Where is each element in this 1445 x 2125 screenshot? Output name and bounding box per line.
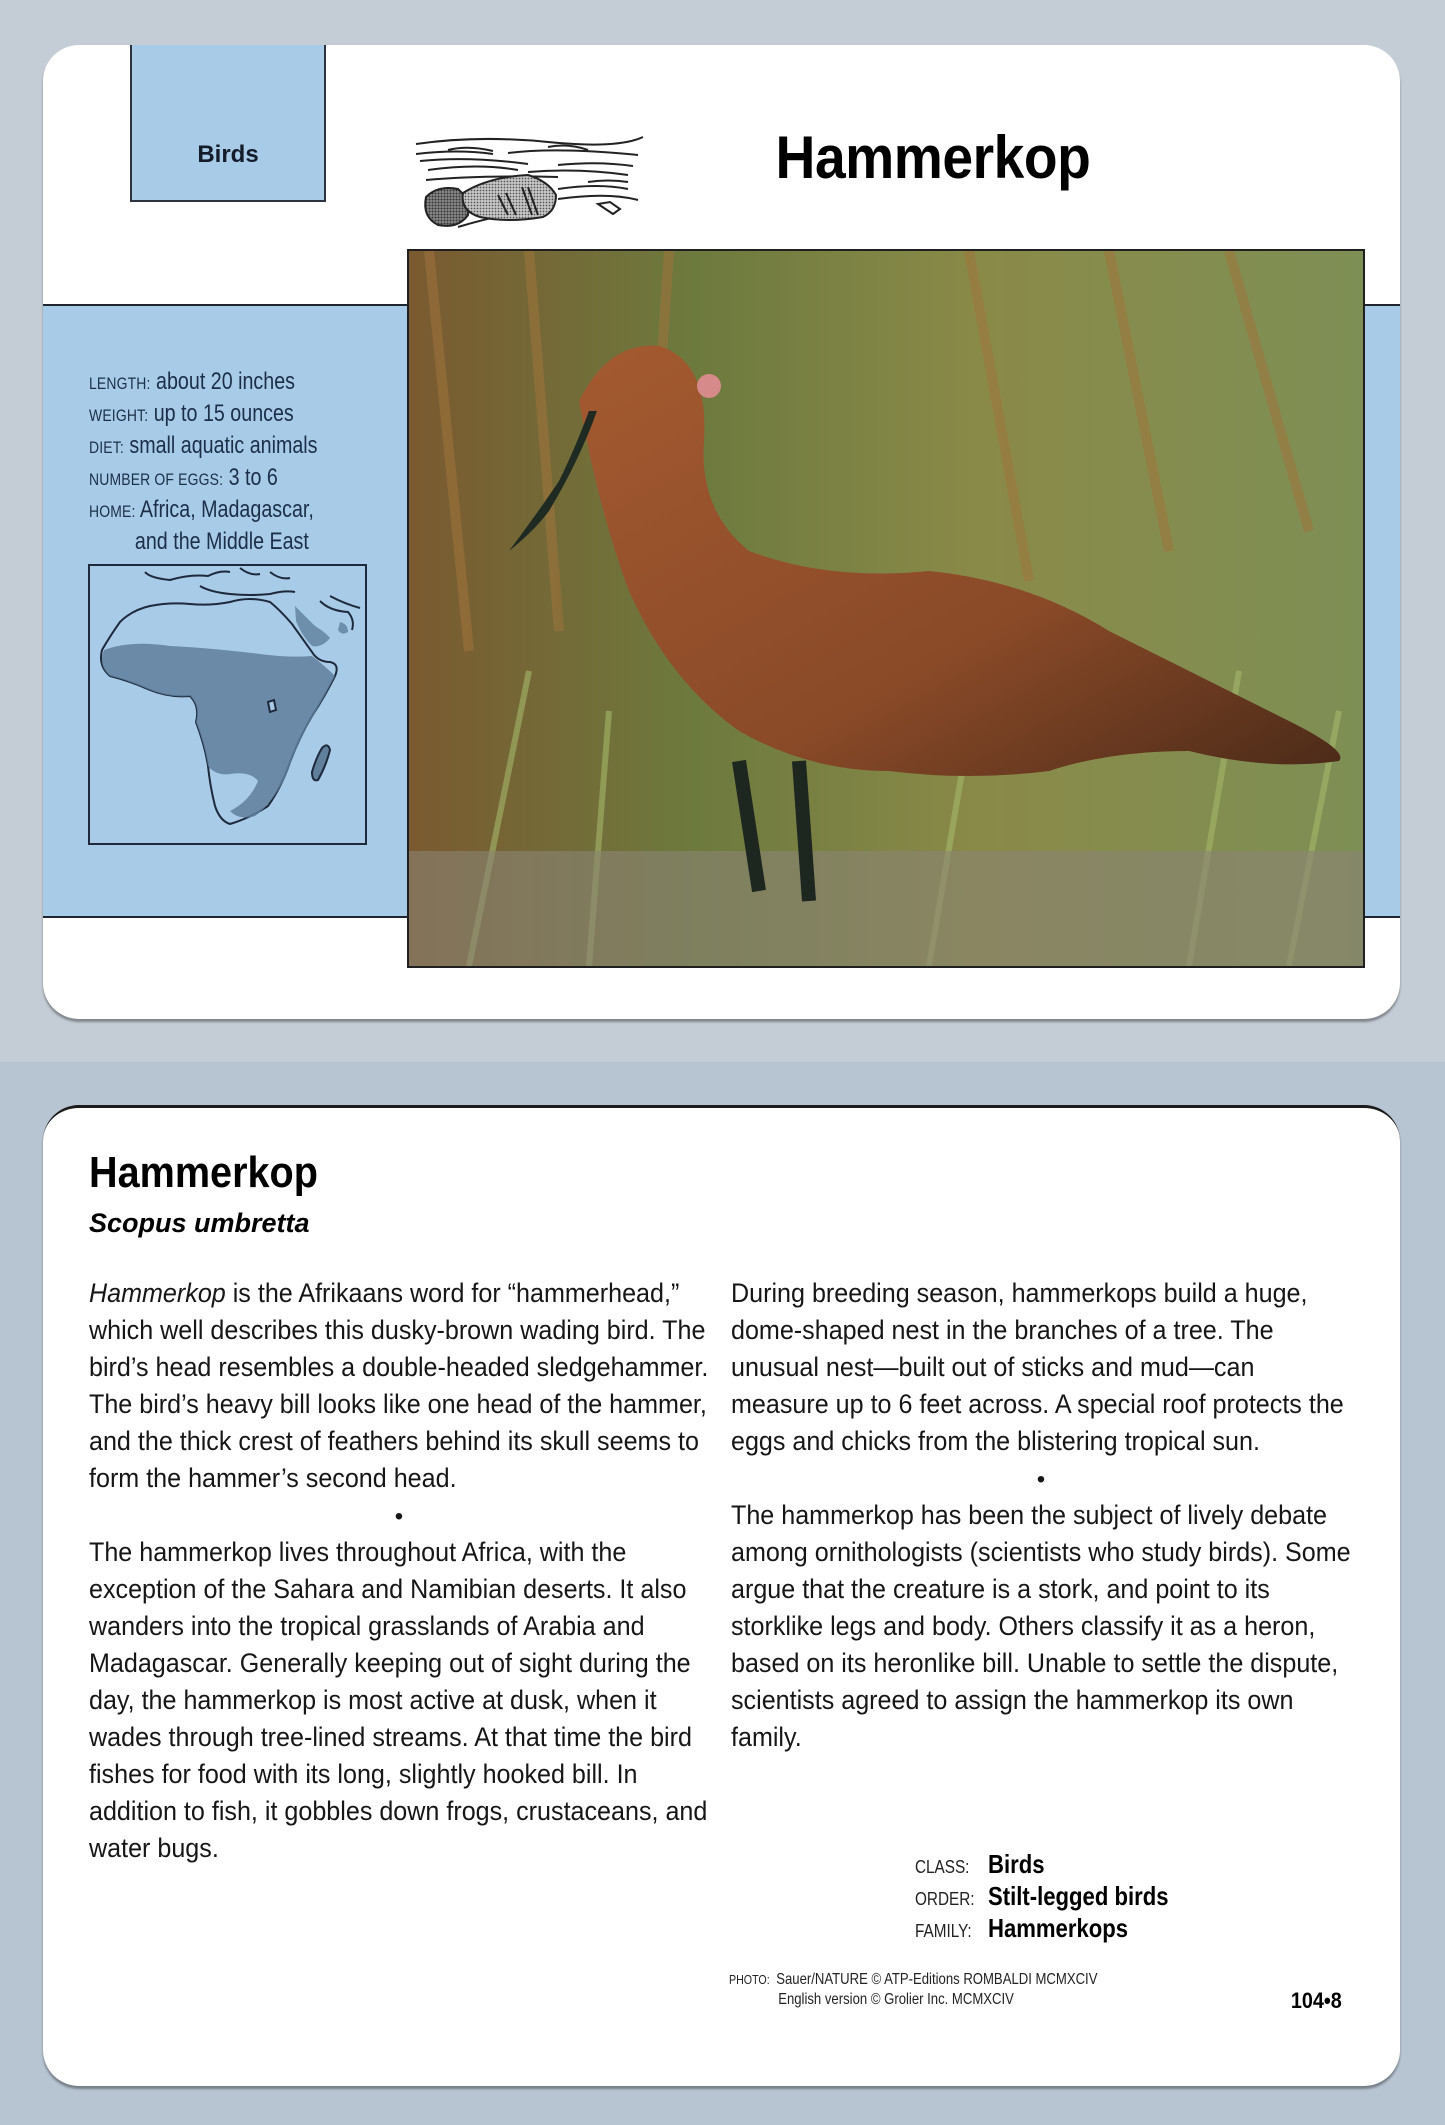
bullet-separator: • bbox=[1036, 1466, 1046, 1493]
bullet-separator: • bbox=[394, 1503, 404, 1530]
text-column-left bbox=[89, 1275, 709, 1867]
card-back bbox=[43, 1105, 1400, 2086]
africa-map-icon bbox=[90, 566, 365, 843]
paragraph-classification: The hammerkop has been the subject of lively debate among ornithologists (scientists who study birds). Some argue that the creature is a stork, and point to its storklike legs and body. Others classify it as a heron, based on its heronlike bill. Unable to settle the dispute, scientists agreed to assign the hammerkop its own family. bbox=[731, 1500, 1351, 1752]
paragraph-habitat: The hammerkop lives throughout Africa, with the exception of the Sahara and Namibian deserts. It also wanders into the tropical grasslands of Arabia and Madagascar. Generally keeping out of sight during the day, the hammerkop is most active at dusk, when it wades through tree-lined streams. At that time the bird fishes for food with its long, slightly hooked bill. In addition to fish, it gobbles down frogs, crustaceans, and water bugs. bbox=[89, 1537, 708, 1863]
taxonomy-order: ORDER: Stilt-legged birds bbox=[915, 1881, 1169, 1911]
text-column-right bbox=[731, 1275, 1351, 1756]
fact-length: LENGTH: about 20 inches bbox=[89, 368, 295, 395]
card-number: 104•8 bbox=[1290, 1988, 1342, 2013]
fact-home-continued: and the Middle East bbox=[134, 528, 309, 555]
category-label: Birds bbox=[197, 141, 259, 168]
taxonomy-block bbox=[915, 1848, 1200, 1944]
fact-eggs: NUMBER OF EGGS: 3 to 6 bbox=[89, 464, 278, 491]
front-title: Hammerkop bbox=[775, 124, 1091, 191]
back-title: Hammerkop bbox=[89, 1148, 318, 1197]
taxonomy-class: CLASS: Birds bbox=[915, 1849, 1045, 1879]
scientific-name: Scopus umbretta bbox=[89, 1208, 310, 1238]
paragraph-etymology: Hammerkop is the Afrikaans word for “hammerhead,” which well describes this dusky-brown wading bird. The bird’s head resembles a double-headed sledgehammer. The bird’s heavy bill looks like one head of the hammer, and the thick crest of feathers behind its skull seems to form the hammer’s second head. bbox=[89, 1278, 709, 1493]
bird-photo-image bbox=[409, 251, 1363, 966]
taxonomy-family: FAMILY: Hammerkops bbox=[915, 1913, 1129, 1943]
range-map bbox=[88, 564, 367, 845]
fact-list bbox=[89, 367, 409, 557]
fact-weight: WEIGHT: up to 15 ounces bbox=[89, 400, 294, 427]
paragraph-nesting: During breeding season, hammerkops build a huge, dome-shaped nest in the branches of a tree. The unusual nest—built out of sticks and mud—can measure up to 6 feet across. A special roof protects the eggs and chicks from the blistering tropical sun. bbox=[731, 1278, 1344, 1456]
fact-home: HOME: Africa, Madagascar, bbox=[89, 496, 314, 523]
category-tab bbox=[130, 45, 326, 202]
habitat-sketch-icon bbox=[398, 117, 653, 252]
photo-credits: PHOTO: Sauer/NATURE © ATP-Editions ROMBALDI MCMXCIV English version © Grolier Inc. MCMXCIV bbox=[729, 1971, 1098, 2008]
card-front bbox=[43, 45, 1400, 1019]
hammerkop-photo bbox=[407, 249, 1365, 968]
fact-diet: DIET: small aquatic animals bbox=[89, 432, 318, 459]
